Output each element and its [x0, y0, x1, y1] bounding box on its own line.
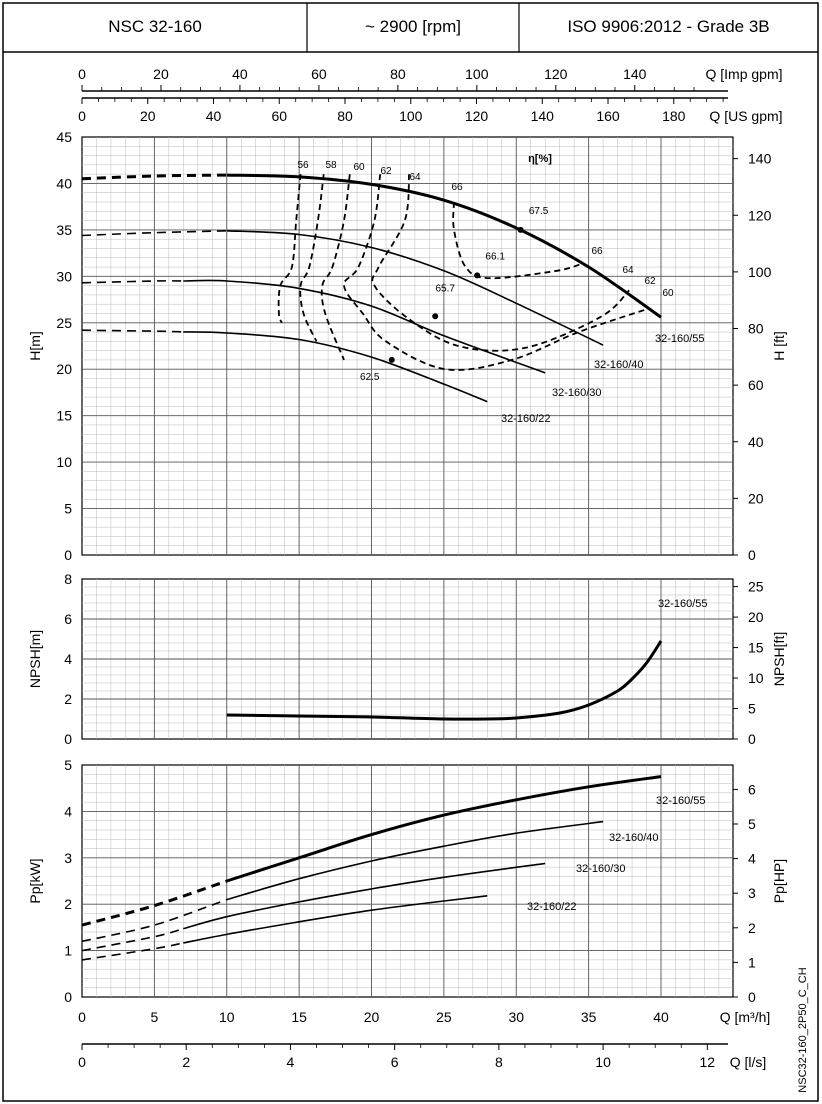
head-ft-tick-label: 60 [748, 377, 764, 394]
head-m-tick-label: 0 [64, 547, 72, 563]
head-series-label: 32-160/55 [655, 333, 705, 345]
head-ft-tick-label: 100 [748, 263, 772, 280]
sheet-code: NSC32-160_2P50_C_CH [797, 967, 809, 1093]
head-m-tick-label: 40 [56, 175, 72, 192]
q-ls-tick-label: 10 [595, 1054, 611, 1070]
efficiency-isoline-label: 66 [451, 182, 463, 193]
q-m3h-tick-label: 0 [78, 1009, 86, 1025]
q-ls-tick-label: 12 [699, 1054, 716, 1070]
npsh-ft-tick-label: 0 [748, 731, 756, 747]
q-us-tick-label: 140 [530, 108, 554, 124]
power-kw-tick-label: 0 [64, 989, 72, 1005]
npsh-ft-tick-label: 15 [748, 639, 764, 656]
npsh-ft-axis-title: NPSH[ft] [771, 631, 787, 687]
efficiency-point [389, 357, 395, 363]
head-m-tick-label: 20 [56, 361, 72, 378]
head-m-tick-label: 10 [56, 454, 72, 471]
power-hp-tick-label: 3 [748, 885, 756, 902]
efficiency-isoline-end-label: 64 [622, 265, 634, 276]
npsh-ft-tick-label: 10 [748, 670, 764, 687]
efficiency-isoline-label: 58 [325, 160, 337, 171]
q-us-tick-label: 80 [337, 108, 353, 124]
power-hp-tick-label: 5 [748, 815, 756, 832]
head-m-tick-label: 35 [56, 221, 72, 238]
model-title: NSC 32-160 [108, 16, 202, 36]
power-hp-tick-label: 1 [748, 954, 756, 971]
head-series-label: 32-160/22 [501, 413, 551, 425]
power-plot-frame [82, 765, 733, 997]
npsh-ft-tick-label: 20 [748, 609, 764, 626]
q-ls-tick-label: 2 [182, 1054, 191, 1070]
q-us-tick-label: 60 [271, 108, 288, 124]
efficiency-point [432, 313, 438, 319]
head-curve-32-160-30-dashed [82, 281, 183, 283]
head-ft-tick-label: 140 [748, 150, 772, 167]
q-m3h-tick-label: 25 [436, 1009, 452, 1025]
q-imp-tick-label: 100 [465, 66, 489, 82]
power-hp-axis-title: Pp[HP] [771, 858, 787, 904]
q-ls-tick-label: 6 [390, 1054, 399, 1070]
power-kw-axis-title: Pp[kW] [27, 858, 43, 904]
npsh-m-tick-label: 8 [64, 571, 72, 587]
q-imp-tick-label: 120 [544, 66, 568, 82]
q-imp-tick-label: 140 [623, 66, 647, 82]
efficiency-isoline-label: 64 [409, 172, 421, 183]
q-imp-tick-label: 60 [311, 66, 327, 82]
q-us-tick-label: 20 [139, 108, 156, 124]
power-series-label: 32-160/40 [609, 832, 659, 844]
efficiency-point-label: 65.7 [435, 283, 455, 295]
efficiency-isoline-end-label: 66 [591, 246, 603, 257]
head-ft-tick-label: 80 [748, 320, 764, 337]
head-ft-tick-label: 20 [748, 490, 764, 507]
head-curve-32-160-30 [183, 280, 545, 372]
standard-label: ISO 9906:2012 - Grade 3B [567, 16, 770, 36]
q-imp-axis-title: Q [Imp gpm] [705, 66, 783, 82]
q-us-axis-title: Q [US gpm] [709, 108, 783, 124]
head-m-tick-label: 45 [56, 129, 72, 145]
speed-label: ~ 2900 [rpm] [365, 16, 461, 36]
q-m3h-tick-label: 10 [218, 1009, 235, 1025]
head-ft-tick-label: 0 [748, 547, 756, 563]
efficiency-isoline-label: 60 [353, 162, 365, 173]
efficiency-point-label: 67.5 [528, 205, 549, 217]
head-curve-32-160-22-dashed [82, 330, 183, 332]
head-m-tick-label: 25 [56, 314, 72, 331]
q-m3h-axis-title: Q [m³/h] [719, 1009, 771, 1025]
efficiency-isoline-62 [344, 174, 648, 370]
q-ls-tick-label: 8 [494, 1054, 503, 1070]
q-ls-tick-label: 4 [286, 1054, 295, 1070]
power-hp-tick-label: 6 [748, 781, 756, 798]
q-ls-axis-title: Q [l/s] [729, 1054, 767, 1070]
efficiency-isoline-label: 56 [297, 160, 309, 171]
q-us-tick-label: 180 [662, 108, 686, 124]
power-kw-tick-label: 1 [64, 942, 72, 959]
npsh-m-axis-title: NPSH[m] [27, 629, 43, 689]
npsh-m-tick-label: 4 [64, 651, 72, 667]
npsh-ft-tick-label: 5 [748, 700, 756, 717]
power-series-label: 32-160/55 [656, 795, 706, 807]
power-hp-tick-label: 4 [748, 850, 756, 867]
head-ft-tick-label: 40 [748, 433, 764, 450]
head-series-label: 32-160/40 [594, 359, 644, 371]
power-curve-32-160-22-dashed [82, 943, 183, 960]
q-us-tick-label: 40 [205, 108, 222, 124]
power-hp-tick-label: 2 [748, 919, 756, 936]
q-ls-tick-label: 0 [78, 1054, 86, 1070]
power-hp-tick-label: 0 [748, 989, 756, 1005]
power-kw-tick-label: 2 [64, 896, 72, 913]
npsh-ft-tick-label: 25 [748, 578, 764, 595]
npsh-m-tick-label: 0 [64, 731, 72, 747]
q-imp-tick-label: 20 [153, 66, 169, 82]
head-m-tick-label: 15 [56, 407, 72, 424]
power-series-label: 32-160/30 [576, 863, 626, 875]
q-imp-tick-label: 0 [78, 66, 86, 82]
npsh-m-tick-label: 6 [64, 611, 72, 627]
efficiency-point-label: 66.1 [485, 251, 505, 263]
head-ft-axis-title: H [ft] [771, 331, 787, 361]
head-m-tick-label: 5 [64, 500, 72, 517]
efficiency-point-label: 62.5 [360, 371, 380, 383]
efficiency-point [474, 272, 480, 278]
head-curve-32-160-22 [183, 332, 487, 402]
npsh-m-tick-label: 2 [64, 691, 72, 707]
head-series-label: 32-160/30 [552, 387, 602, 399]
npsh-series-label: 32-160/55 [658, 598, 708, 610]
power-kw-tick-label: 3 [64, 849, 72, 866]
q-m3h-tick-label: 5 [150, 1009, 159, 1025]
q-m3h-tick-label: 20 [363, 1009, 380, 1025]
q-us-tick-label: 120 [464, 108, 489, 124]
power-kw-tick-label: 4 [64, 803, 72, 820]
efficiency-isoline-label: 62 [380, 166, 392, 177]
axis-labels [27, 66, 787, 1070]
q-m3h-tick-label: 35 [580, 1009, 597, 1025]
q-m3h-tick-label: 15 [291, 1009, 307, 1025]
power-kw-tick-label: 5 [64, 757, 72, 773]
q-imp-tick-label: 40 [232, 66, 248, 82]
head-ft-tick-label: 120 [748, 207, 772, 224]
efficiency-axis-label: η[%] [528, 153, 552, 165]
power-series-label: 32-160/22 [527, 901, 577, 913]
efficiency-isoline-end-label: 60 [662, 288, 674, 299]
q-us-tick-label: 0 [78, 108, 86, 124]
efficiency-isoline-end-label: 62 [644, 276, 656, 287]
q-m3h-tick-label: 40 [653, 1009, 669, 1025]
head-m-axis-title: H[m] [27, 331, 43, 361]
q-m3h-tick-label: 30 [508, 1009, 525, 1025]
efficiency-isoline-64 [372, 174, 629, 351]
q-us-tick-label: 160 [596, 108, 620, 124]
chart-grids [82, 137, 733, 997]
q-imp-tick-label: 80 [390, 66, 406, 82]
efficiency-point [518, 227, 524, 233]
q-us-tick-label: 100 [399, 108, 423, 124]
head-m-tick-label: 30 [56, 268, 72, 285]
power-curve-32-160-22 [183, 896, 487, 943]
